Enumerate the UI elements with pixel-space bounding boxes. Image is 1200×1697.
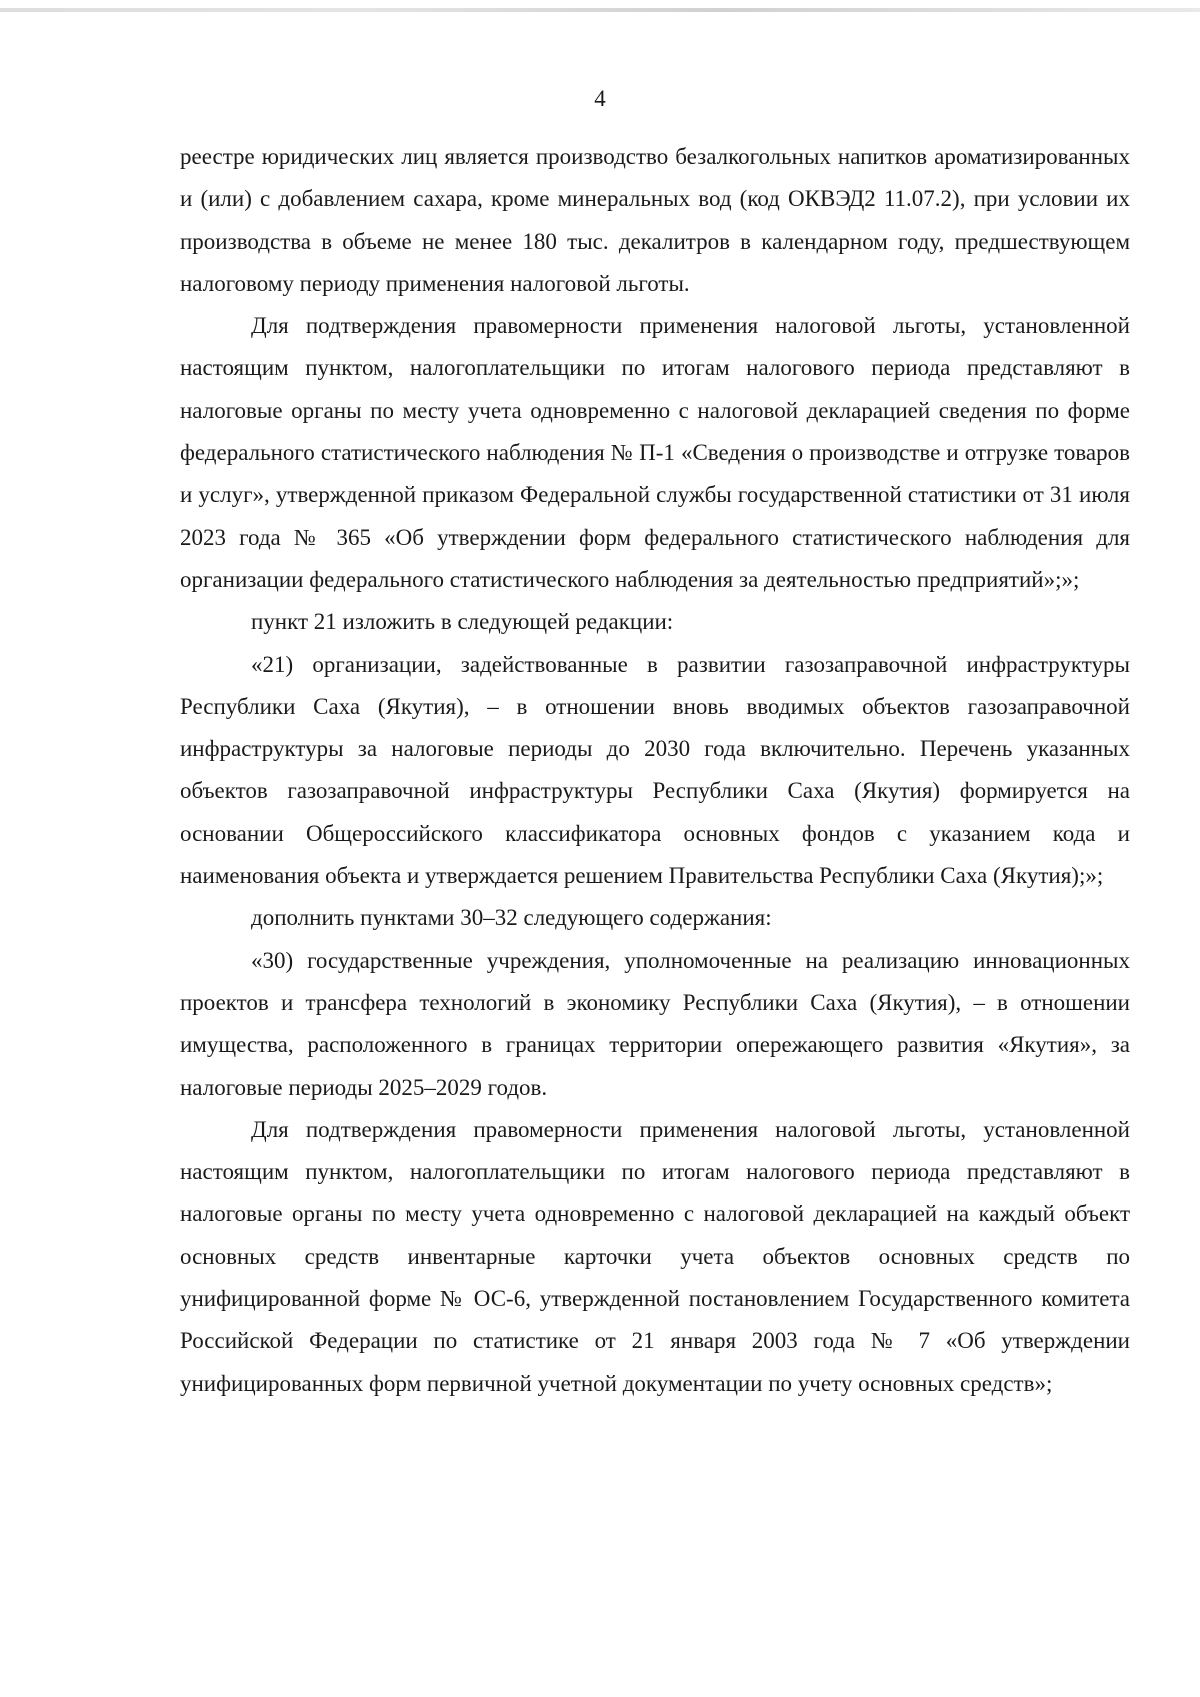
paragraph-item-21: «21) организации, задействованные в развитии газозаправочной инфраструктуры Республики Саха (Якутия), – в отношении вновь вводимых объектов газозаправочной инфраструктуры за налоговые периоды до 2030 года включительно. Перечень указанных объектов газозаправочной инфраструктуры Республики Саха (Якутия) формируется на основании Общероссийского классификатора основных фондов с указанием кода и наименования объекта и утверждается решением Правительства Республики Саха (Якутия);»; (180, 651, 1130, 889)
document-body (180, 136, 1130, 1405)
page-number: 4 (594, 86, 606, 111)
paragraph-items-30-32-intro: дополнить пунктами 30–32 следующего содержания: (251, 905, 772, 931)
scan-edge-line (0, 8, 1200, 12)
paragraph-item-21-intro: пункт 21 изложить в следующей редакции: (251, 609, 674, 635)
paragraph-item-30: «30) государственные учреждения, уполномоченные на реализацию инновационных проектов и трансфера технологий в экономику Республики Саха (Якутия), – в отношении имущества, расположенного в границах территории опережающего развития «Якутия», за налоговые периоды 2025–2029 годов. (180, 947, 1130, 1100)
paragraph-confirmation-os6: Для подтверждения правомерности применения налоговой льготы, установленной настоящим пунктом, налогоплательщики по итогам налогового периода представляют в налоговые органы по месту учета одновременно с налоговой декларацией на каждый объект основных средств инвентарные карточки учета объектов основных средств по унифицированной форме № ОС-6, утвержденной постановлением Государственного комитета Российской Федерации по статистике от 21 января 2003 года № 7 «Об утверждении унифицированных форм первичной учетной документации по учету основных средств»; (180, 1116, 1130, 1396)
paragraph-continuation: реестре юридических лиц является производство безалкогольных напитков ароматизированных и (или) с добавлением сахара, кроме минеральных вод (код ОКВЭД2 11.07.2), при условии их производства в объеме не менее 180 тыс. декалитров в календарном году, предшествующем налоговому периоду применения налоговой льготы. (180, 144, 1130, 296)
paragraph-confirmation-p1: Для подтверждения правомерности применения налоговой льготы, установленной настоящим пунктом, налогоплательщики по итогам налогового периода представляют в налоговые органы по месту учета одновременно с налоговой декларацией сведения по форме федерального статистического наблюдения № П-1 «Сведения о производстве и отгрузке товаров и услуг», утвержденной приказом Федеральной службы государственной статистики от 31 июля 2023 года № 365 «Об утверждении форм федерального статистического наблюдения для организации федерального статистического наблюдения за деятельностью предприятий»;»; (180, 313, 1130, 592)
